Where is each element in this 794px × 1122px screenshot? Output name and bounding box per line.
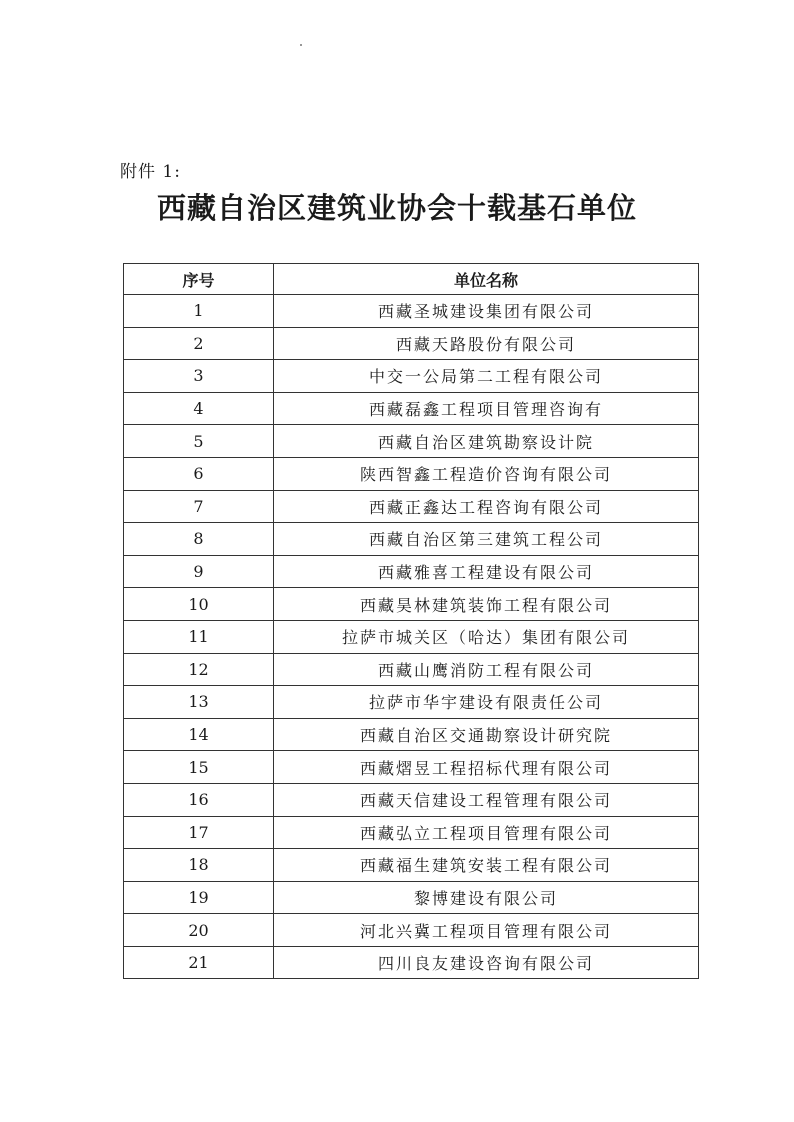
row-number: 2 [124,327,274,360]
column-header-unit-name: 单位名称 [274,264,699,295]
table-row [124,425,699,458]
units-table [123,263,699,979]
unit-name: 西藏正鑫达工程咨询有限公司 [274,490,699,523]
unit-name: 拉萨市城关区（哈达）集团有限公司 [274,620,699,653]
unit-name: 西藏圣城建设集团有限公司 [274,295,699,328]
row-number: 7 [124,490,274,523]
unit-name: 西藏天路股份有限公司 [274,327,699,360]
table-row [124,392,699,425]
scan-speck [300,44,302,46]
table-header-row [124,264,699,295]
row-number: 18 [124,849,274,882]
row-number: 9 [124,555,274,588]
unit-name: 西藏雅喜工程建设有限公司 [274,555,699,588]
table-row [124,914,699,947]
table-row [124,816,699,849]
table-row [124,751,699,784]
unit-name: 西藏昊林建筑装饰工程有限公司 [274,588,699,621]
unit-name: 西藏自治区交通勘察设计研究院 [274,718,699,751]
unit-name: 西藏磊鑫工程项目管理咨询有 [274,392,699,425]
unit-name: 黎博建设有限公司 [274,881,699,914]
row-number: 16 [124,783,274,816]
unit-name: 西藏福生建筑安装工程有限公司 [274,849,699,882]
row-number: 15 [124,751,274,784]
table-row [124,849,699,882]
unit-name: 拉萨市华宇建设有限责任公司 [274,686,699,719]
row-number: 4 [124,392,274,425]
table-row [124,718,699,751]
table-row [124,555,699,588]
row-number: 6 [124,457,274,490]
unit-name: 河北兴冀工程项目管理有限公司 [274,914,699,947]
table-row [124,686,699,719]
unit-name: 陕西智鑫工程造价咨询有限公司 [274,457,699,490]
row-number: 13 [124,686,274,719]
unit-name: 西藏自治区第三建筑工程公司 [274,523,699,556]
row-number: 1 [124,295,274,328]
row-number: 5 [124,425,274,458]
row-number: 12 [124,653,274,686]
table-row [124,490,699,523]
unit-name: 四川良友建设咨询有限公司 [274,946,699,979]
page-title: 西藏自治区建筑业协会十载基石单位 [156,191,637,225]
row-number: 21 [124,946,274,979]
row-number: 11 [124,620,274,653]
row-number: 19 [124,881,274,914]
row-number: 17 [124,816,274,849]
table-row [124,783,699,816]
unit-name: 中交一公局第二工程有限公司 [274,360,699,393]
row-number: 10 [124,588,274,621]
table-row [124,295,699,328]
row-number: 3 [124,360,274,393]
table-row [124,881,699,914]
table-row [124,523,699,556]
row-number: 14 [124,718,274,751]
table-row [124,946,699,979]
attachment-label: 附件 1: [120,162,181,182]
unit-name: 西藏天信建设工程管理有限公司 [274,783,699,816]
table-row [124,653,699,686]
column-header-number: 序号 [124,264,274,295]
row-number: 20 [124,914,274,947]
table-row [124,620,699,653]
table-row [124,327,699,360]
unit-name: 西藏自治区建筑勘察设计院 [274,425,699,458]
row-number: 8 [124,523,274,556]
table-row [124,360,699,393]
table-row [124,588,699,621]
unit-name: 西藏弘立工程项目管理有限公司 [274,816,699,849]
table-row [124,457,699,490]
unit-name: 西藏熠昱工程招标代理有限公司 [274,751,699,784]
unit-name: 西藏山鹰消防工程有限公司 [274,653,699,686]
